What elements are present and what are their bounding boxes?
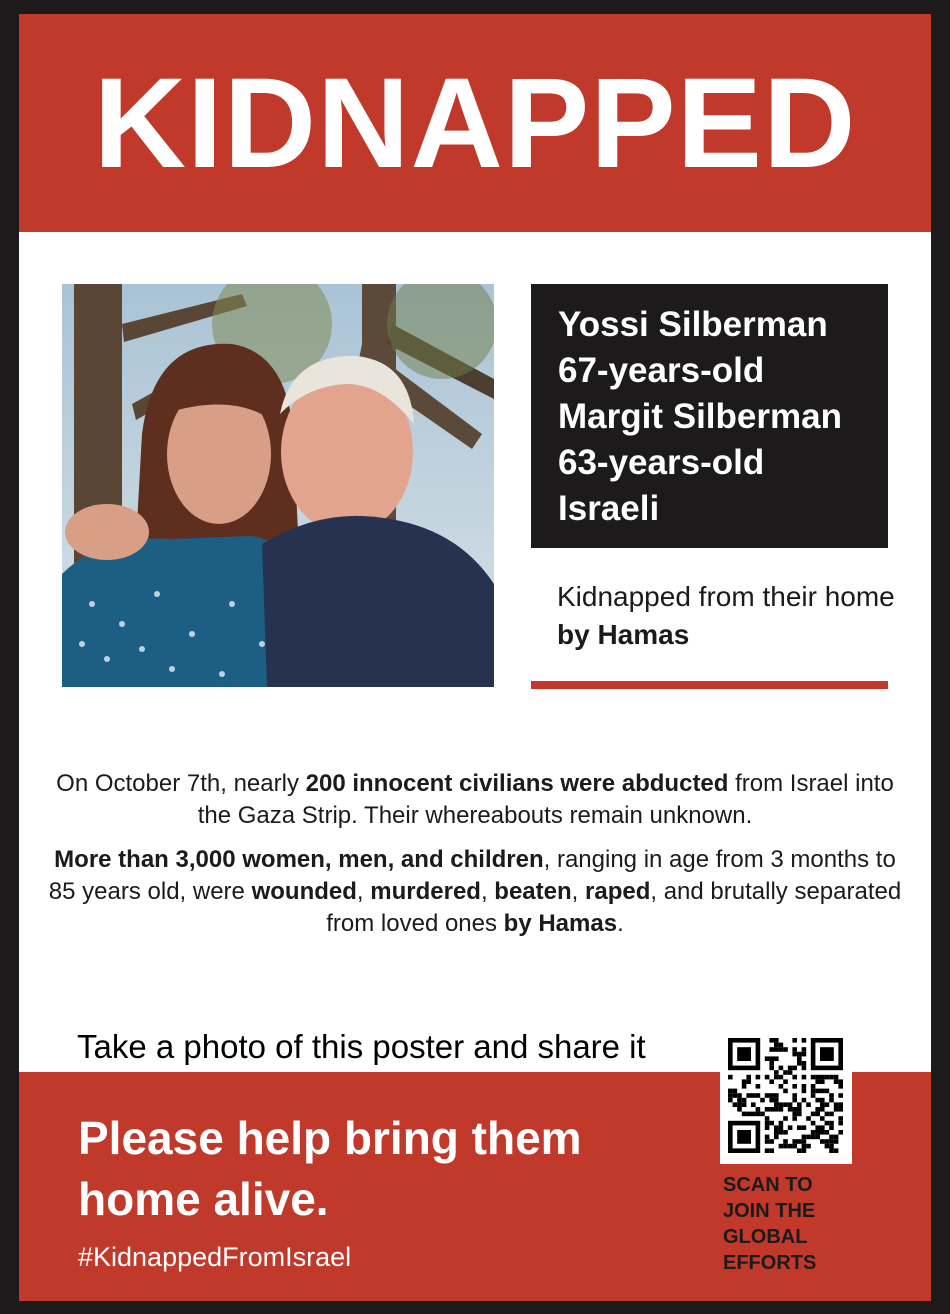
qr-caption-line-1: SCAN TO [723, 1174, 813, 1196]
qr-caption [723, 1172, 853, 1276]
hashtag: #KidnappedFromIsrael [78, 1242, 352, 1272]
kidnap-note-text: Kidnapped from their home [557, 581, 895, 612]
call-to-action: Please help bring them home alive. [78, 1112, 582, 1225]
age-yossi: 67-years-old [558, 351, 765, 390]
name-margit: Margit Silberman [558, 397, 842, 436]
poster-title: KIDNAPPED [93, 52, 857, 195]
name-yossi: Yossi Silberman [558, 305, 828, 344]
p2-bold-5: raped [585, 878, 651, 905]
kidnap-note-bold: by Hamas [557, 619, 690, 650]
p2-text-4: , [571, 878, 585, 905]
nationality: Israeli [558, 489, 660, 528]
header-banner [19, 14, 931, 232]
p2-bold-1: More than 3,000 women, men, and children [54, 846, 544, 873]
share-instruction: Take a photo of this poster and share it [77, 1028, 646, 1065]
qr-code-icon[interactable] [720, 1030, 852, 1164]
p2-text-3: , [480, 878, 495, 905]
p2-text-1: , ranging in age from 3 months to 85 years old, were [48, 846, 896, 905]
kidnap-note [557, 578, 897, 654]
p2-text-6: . [617, 910, 624, 937]
portrait-photo [62, 284, 494, 687]
qr-caption-line-4: EFFORTS [723, 1252, 817, 1274]
red-divider [531, 681, 888, 689]
p1-bold-1: 200 innocent civilians were abducted [305, 770, 729, 797]
poster [19, 14, 931, 1301]
p2-bold-2: wounded [251, 878, 357, 905]
person-info-card [531, 284, 888, 548]
qr-caption-line-3: GLOBAL [723, 1226, 808, 1248]
p2-bold-6: by Hamas [503, 910, 618, 937]
paragraph-abduction [39, 768, 911, 832]
p2-bold-3: murdered [370, 878, 481, 905]
paragraph-victims [39, 844, 911, 940]
p2-text-5: , and brutally separated from loved ones [326, 878, 902, 937]
p1-text-2: from Israel into the Gaza Strip. Their whereabouts remain unknown. [197, 770, 894, 829]
qr-caption-line-2: JOIN THE [723, 1200, 816, 1222]
p2-text-2: , [356, 878, 371, 905]
age-margit: 63-years-old [558, 443, 765, 482]
p2-bold-4: beaten [494, 878, 572, 905]
p1-text-1: On October 7th, nearly [56, 770, 306, 797]
